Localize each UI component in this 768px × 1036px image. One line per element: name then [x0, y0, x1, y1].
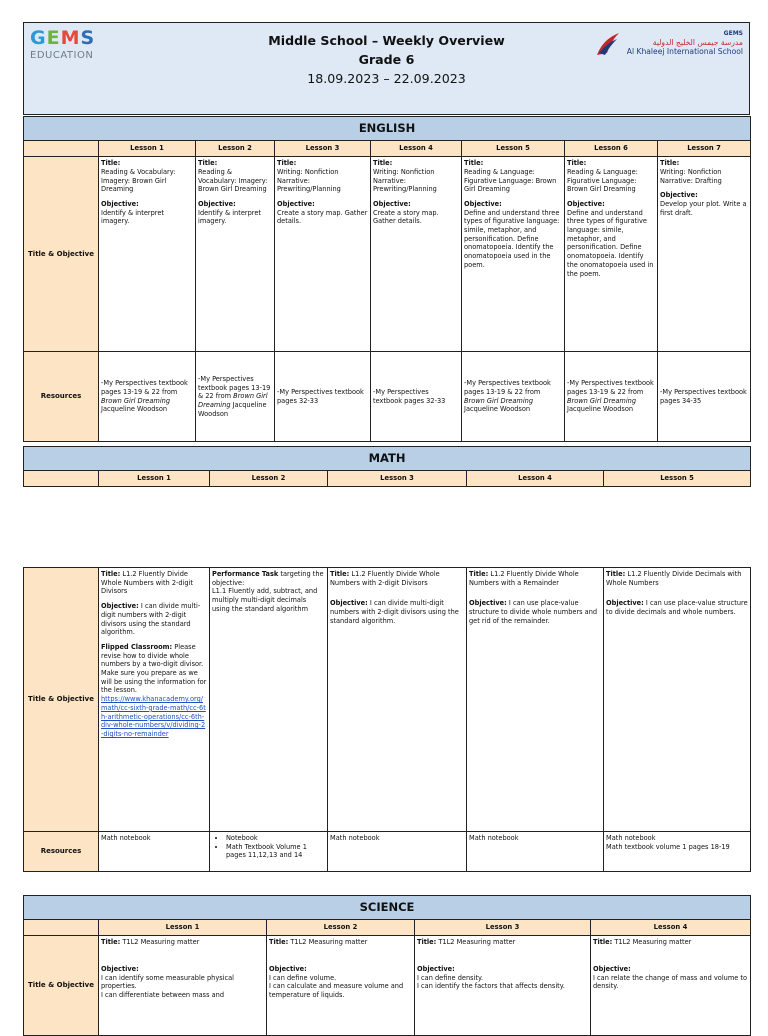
english-lesson-5-resources: -My Perspectives textbook pages 13-19 & 22 from Brown Girl Dreaming Jacqueline Woodson: [462, 352, 565, 442]
english-lesson-5-header: Lesson 5: [462, 141, 565, 157]
math-l5-resources: [604, 832, 751, 872]
english-lesson-title: Writing: Nonfiction Narrative: Prewriting/Planning: [373, 167, 437, 194]
math-lesson-3-header: Lesson 3: [328, 471, 467, 487]
math-l2-resource-item: • Notebook: [226, 834, 325, 843]
english-lesson-4-content: [371, 157, 462, 352]
english-lesson-7-content: [658, 157, 751, 352]
science-lesson-1-header: Lesson 1: [99, 920, 267, 936]
science-lesson-1-content: [99, 936, 267, 1036]
week-dates: 18.09.2023 – 22.09.2023: [307, 71, 466, 86]
english-lesson-1-resources: -My Perspectives textbook pages 13-19 & 22 from Brown Girl Dreaming Jacqueline Woodson: [99, 352, 196, 442]
math-l5-objective: I can use place-value structure to divide decimals and whole numbers.: [606, 599, 748, 617]
math-lessons-header-blank: [24, 471, 99, 487]
science-objective-line: I can identify some measurable physical properties.: [101, 973, 234, 991]
english-resources-label: Resources: [24, 352, 99, 442]
english-title-label: Title:: [198, 159, 218, 168]
english-lesson-title: Reading & Language: Figurative Language: Brown Girl Dreaming: [464, 167, 557, 194]
english-lesson-5-content: [462, 157, 565, 352]
math-title-objective-label: Title & Objective: [24, 568, 99, 832]
math-l1-flipped-label: Flipped Classroom:: [101, 642, 173, 651]
science-title-label: Title:: [269, 938, 289, 947]
science-section-title: SCIENCE: [24, 896, 751, 920]
math-l5-title: L1.2 Fluently Divide Decimals with Whole Numbers: [606, 570, 742, 587]
khan-academy-link[interactable]: https://www.khanacademy.org/math/cc-sixth-grade-math/cc-6th-arithmetic-operations/cc-6th-div-whole-numbers/v/dividing-2-digits-no-remainder: [101, 695, 206, 738]
english-lesson-title: Reading & Vocabulary: Imagery: Brown Girl Dreaming: [101, 167, 176, 194]
math-l1-objective-label: Objective:: [101, 602, 139, 611]
english-lesson-4-resources: -My Perspectives textbook pages 32-33: [371, 352, 462, 442]
math-resources-label: Resources: [24, 832, 99, 872]
english-lesson-2-header: Lesson 2: [196, 141, 275, 157]
english-lesson-2-content: [196, 157, 275, 352]
math-l5-resource-line: Math notebook: [606, 834, 656, 842]
science-objective-line: I can identify the factors that affects density.: [417, 982, 565, 991]
science-lessons-header-blank: [24, 920, 99, 936]
school-logo: [593, 29, 743, 59]
science-lesson-3-content: [415, 936, 591, 1036]
english-objective-label: Objective:: [567, 199, 605, 208]
english-objective-label: Objective:: [660, 191, 698, 200]
school-name-arabic: مدرسة جيمس الخليج الدولية: [652, 38, 743, 47]
science-objective-label: Objective:: [101, 964, 139, 973]
science-lesson-title: T1L2 Measuring matter: [438, 938, 516, 947]
english-table: [23, 116, 751, 442]
english-title-label: Title:: [101, 159, 121, 168]
science-objective-label: Objective:: [269, 964, 307, 973]
science-title-objective-label: Title & Objective: [24, 936, 99, 1036]
english-objective-label: Objective:: [101, 199, 139, 208]
english-lesson-title: Writing: Nonfiction Narrative: Prewriting/Planning: [277, 167, 341, 194]
science-lesson-title: T1L2 Measuring matter: [122, 938, 200, 947]
math-l4-objective-label: Objective:: [469, 599, 507, 608]
english-lesson-objective: Identify & interpret imagery.: [101, 208, 164, 226]
book-title: Brown Girl Dreaming: [464, 396, 534, 405]
gems-logo-wordmark: GEMS: [30, 27, 96, 49]
grade-label: Grade 6: [358, 52, 415, 67]
english-title-objective-label: Title & Objective: [24, 157, 99, 352]
math-l4-objective: I can use place-value structure to divide whole numbers and get rid of the remainder.: [469, 599, 598, 625]
math-l3-title-label: Title:: [330, 570, 350, 578]
english-lesson-7-header: Lesson 7: [658, 141, 751, 157]
gems-education-logo: [30, 29, 95, 62]
english-lesson-3-content: [275, 157, 371, 352]
science-lesson-4-header: Lesson 4: [591, 920, 751, 936]
english-objective-label: Objective:: [464, 199, 502, 208]
english-title-label: Title:: [660, 159, 680, 168]
science-lesson-2-header: Lesson 2: [267, 920, 415, 936]
science-title-label: Title:: [101, 938, 121, 947]
math-lesson-1-header: Lesson 1: [99, 471, 210, 487]
book-title: Brown Girl Dreaming: [101, 396, 171, 405]
math-lesson-2-header: Lesson 2: [210, 471, 328, 487]
math-l2-resources: [210, 832, 328, 872]
science-lesson-2-content: [267, 936, 415, 1036]
math-l1-objective: I can divide multi-digit numbers with 2-digit divisors using the standard algorithm.: [101, 602, 201, 637]
english-lesson-7-resources: -My Perspectives textbook pages 34-35: [658, 352, 751, 442]
english-lesson-objective: Create a story map. Gather details.: [277, 208, 368, 226]
english-lesson-title: Writing: Nonfiction Narrative: Drafting: [660, 167, 722, 185]
english-objective-label: Objective:: [198, 199, 236, 208]
english-lesson-objective: Define and understand three types of figurative language: simile, metaphor, and personification. Define onomatopoeia. Identify the onomatopoeia used in the poem.: [464, 208, 560, 269]
math-lesson-4-header: Lesson 4: [467, 471, 604, 487]
science-objective-label: Objective:: [417, 964, 455, 973]
english-lesson-objective: Identify & interpret imagery.: [198, 208, 261, 226]
school-name-english: Al Khaleej International School: [626, 47, 743, 56]
english-lesson-1-header: Lesson 1: [99, 141, 196, 157]
math-l2-task-intro: targeting the objective:: [212, 570, 324, 587]
math-l1-resources: Math notebook: [99, 832, 210, 872]
math-l3-objective: I can divide multi-digit numbers with 2-digit divisors using the standard algorithm.: [330, 599, 459, 625]
english-lesson-2-resources: -My Perspectives textbook pages 13-19 & 22 from Brown Girl Dreaming Jacqueline Woodson: [196, 352, 275, 442]
english-lesson-objective: Create a story map. Gather details.: [373, 208, 439, 226]
math-body-table: [23, 567, 751, 872]
school-brand: GEMS: [723, 30, 743, 37]
math-lesson-4-content: [467, 568, 604, 832]
english-lesson-3-header: Lesson 3: [275, 141, 371, 157]
english-section-title: ENGLISH: [24, 117, 751, 141]
english-lesson-title: Reading & Vocabulary: Imagery: Brown Girl Dreaming: [198, 167, 268, 194]
math-l1-title: L1.2 Fluently Divide Whole Numbers with 2-digit Divisors: [101, 570, 194, 596]
english-title-label: Title:: [464, 159, 484, 168]
gems-logo-subtitle: EDUCATION: [30, 50, 94, 61]
english-lesson-objective: Define and understand three types of figurative language: simile, metaphor, and personification. Define onomatopoeia. Identify the onomatopoeia used in the poem.: [567, 208, 654, 278]
math-l5-title-label: Title:: [606, 570, 626, 578]
math-lesson-2-content: [210, 568, 328, 832]
math-l4-title: L1.2 Fluently Divide Whole Numbers with a Remainder: [469, 570, 579, 587]
math-lesson-3-content: [328, 568, 467, 832]
english-objective-label: Objective:: [373, 199, 411, 208]
science-table: [23, 895, 751, 1036]
science-objective-line: I can define density.: [417, 973, 484, 982]
math-l3-resources: Math notebook: [328, 832, 467, 872]
math-l2-resource-item: • Math Textbook Volume 1 pages 11,12,13 and 14: [226, 843, 325, 860]
english-lesson-6-resources: -My Perspectives textbook pages 13-19 & 22 from Brown Girl Dreaming Jacqueline Woodson: [565, 352, 658, 442]
page-title: Middle School – Weekly Overview: [268, 33, 505, 48]
english-lesson-4-header: Lesson 4: [371, 141, 462, 157]
math-l5-objective-label: Objective:: [606, 599, 644, 608]
science-title-label: Title:: [417, 938, 437, 947]
science-lesson-title: T1L2 Measuring matter: [290, 938, 368, 947]
math-header-table: [23, 446, 751, 487]
science-lesson-3-header: Lesson 3: [415, 920, 591, 936]
school-emblem-icon: [593, 29, 623, 59]
math-l5-resource-line: Math textbook volume 1 pages 18-19: [606, 842, 730, 851]
math-l1-flipped-text: Please revise how to divide whole numbers by a two-digit divisor. Make sure you prepare as we will be using the information for the lesson.: [101, 642, 207, 695]
math-l3-title: L1.2 Fluently Divide Whole Numbers with 2-digit Divisors: [330, 570, 440, 587]
english-title-label: Title:: [277, 159, 297, 168]
english-lesson-3-resources: -My Perspectives textbook pages 32-33: [275, 352, 371, 442]
science-title-label: Title:: [593, 938, 613, 947]
english-lesson-title: Reading & Language: Figurative Language: Brown Girl Dreaming: [567, 167, 638, 194]
math-lesson-1-content: [99, 568, 210, 832]
header-table: [23, 22, 750, 115]
math-lesson-5-content: [604, 568, 751, 832]
book-title: Brown Girl Dreaming: [567, 396, 637, 405]
science-lesson-title: T1L2 Measuring matter: [614, 938, 692, 947]
math-l1-title-label: Title:: [101, 570, 121, 578]
math-l4-title-label: Title:: [469, 570, 489, 578]
english-lesson-6-header: Lesson 6: [565, 141, 658, 157]
science-lesson-4-content: [591, 936, 751, 1036]
math-l3-objective-label: Objective:: [330, 599, 368, 608]
english-objective-label: Objective:: [277, 199, 315, 208]
science-objective-label: Objective:: [593, 964, 631, 973]
book-title: Brown Girl Dreaming: [198, 392, 268, 409]
math-l4-resources: Math notebook: [467, 832, 604, 872]
science-objective-line: I can calculate and measure volume and temperature of liquids.: [269, 982, 404, 999]
header-cell: [24, 23, 750, 115]
math-lesson-5-header: Lesson 5: [604, 471, 751, 487]
science-objective-line: I can differentiate between mass and: [101, 990, 225, 999]
math-section-title: MATH: [24, 447, 751, 471]
english-lesson-objective: Develop your plot. Write a first draft.: [660, 199, 747, 217]
science-objective-line: I can define volume.: [269, 973, 337, 982]
math-l2-task-body: L1.1 Fluently add, subtract, and multiply multi-digit decimals using the standard algorithm: [212, 587, 318, 613]
english-title-label: Title:: [567, 159, 587, 168]
english-title-label: Title:: [373, 159, 393, 168]
math-l2-task-label: Performance Task: [212, 570, 279, 578]
english-lesson-6-content: [565, 157, 658, 352]
lessons-header-blank: [24, 141, 99, 157]
english-lesson-1-content: [99, 157, 196, 352]
science-objective-line: I can relate the change of mass and volume to density.: [593, 973, 748, 991]
